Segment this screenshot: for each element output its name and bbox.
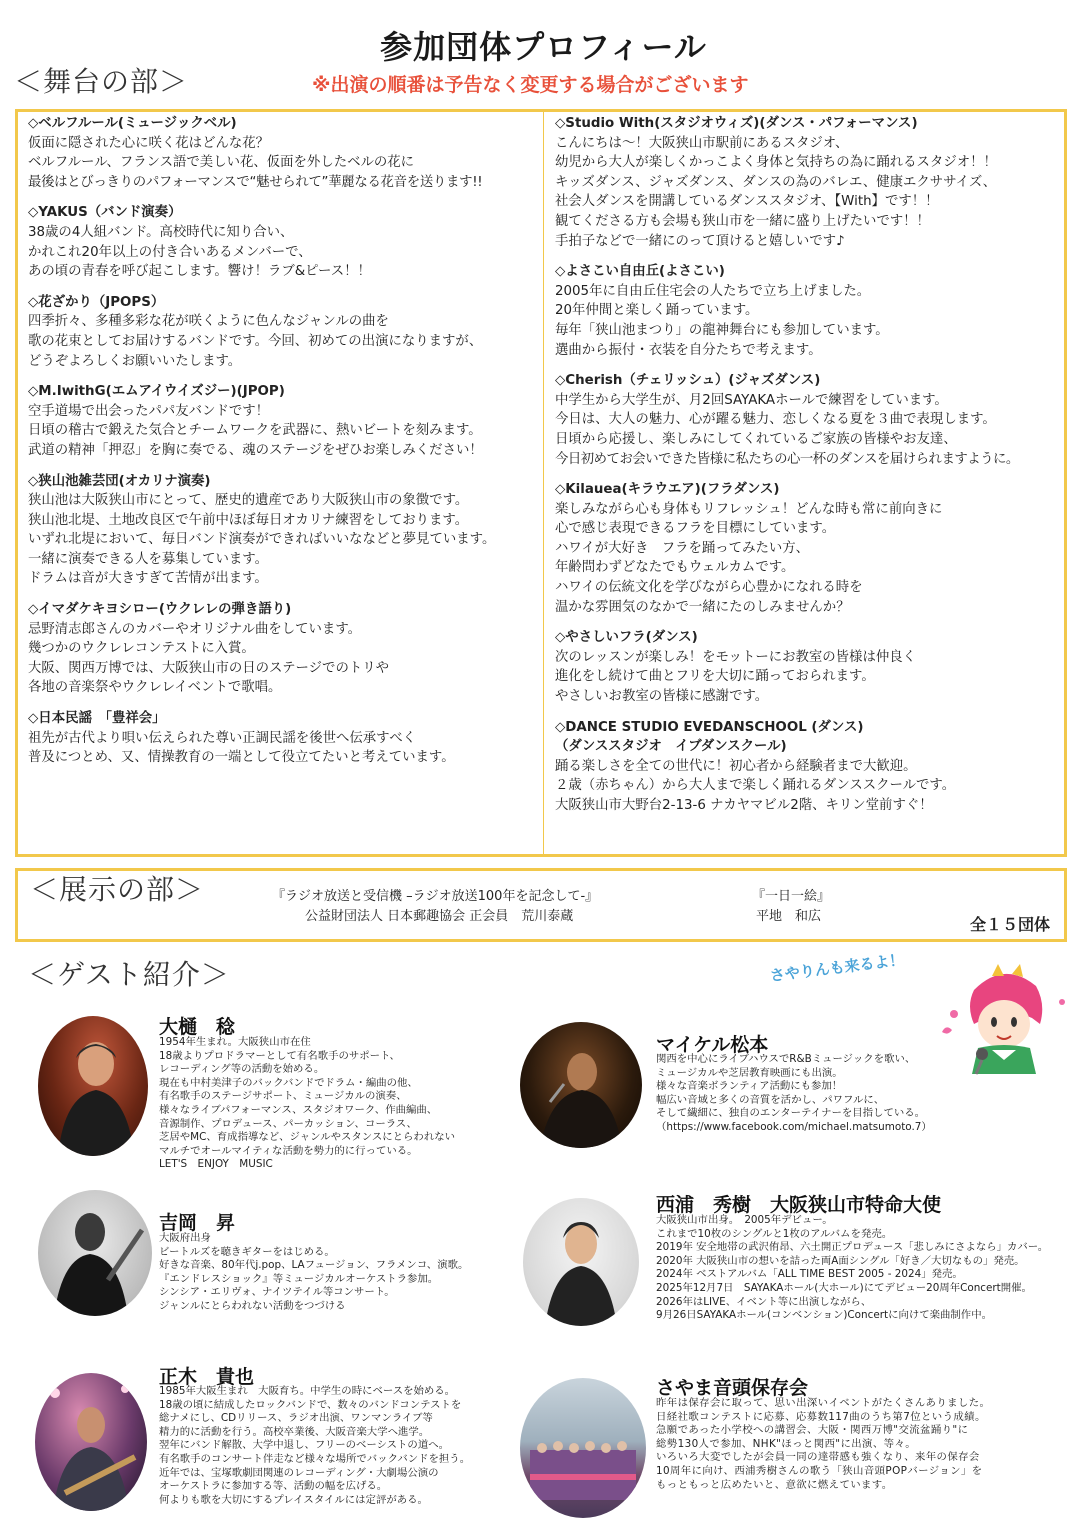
bio-line: ビートルズを聴きギターをはじめる。 (159, 1245, 335, 1258)
bio-line: 1954年生まれ。大阪狭山市在住 (159, 1036, 311, 1048)
group-title: ◇M.IwithG(エムアイウイズジー)(JPOP) (28, 384, 285, 400)
guest-photo-oohi (38, 1016, 148, 1156)
group-title: ◇YAKUS（バンド演奏） (28, 205, 182, 221)
group-line: 今日初めてお会いできた皆様に私たちの心一杯のダンスを届けられますように。 (555, 451, 1019, 467)
group-line: 大阪、関西万博では、大阪狭山市の日のステージでのトリや (28, 660, 390, 676)
group-line: 普及につとめ、又、情操教育の一端として役立てたいと考えています。 (28, 750, 455, 766)
bio-line: ミュージカルや芝居教育映画にも出演。 (656, 1066, 843, 1079)
person-silhouette-icon (523, 1198, 639, 1326)
bio-line: 芝居やMC、育成指導など、ジャンルやスタンスにとらわれない (159, 1131, 455, 1144)
guest-name: 西浦 秀樹 大阪狭山市特命大使 (656, 1194, 942, 1216)
group-line: 武道の精神「押忍」を胸に奏でる、魂のステージをぜひお楽しみください！ (28, 442, 483, 458)
group-miwithg (28, 382, 540, 460)
group-bellfleur (28, 114, 540, 192)
guest-name: 大樋 稔 (159, 1016, 236, 1038)
bio-line: 2019年 安全地帯の武沢侑昂、六土開正プロデュース「悲しみにさよなら」カバー。 (656, 1241, 1049, 1254)
stage-left-column (28, 114, 540, 779)
group-line: 進化をし続けて曲とフリを大切に踊っておられます。 (555, 669, 875, 685)
group-line: あの頃の青春を呼び起こします。響け！ラブ&ピース！！ (28, 264, 371, 280)
group-line: いずれ北堤において、毎日バンド演奏ができればいいななどと夢見ています。 (28, 532, 496, 548)
group-title: ◇ベルフルール(ミュージックベル) (28, 116, 237, 131)
guest-name: マイケル松本 (656, 1034, 769, 1056)
bio-line: 大阪狭山市出身。 2005年デビュー。 (656, 1214, 833, 1226)
bio-line: 日経社歌コンテストに応募、応募数117曲のうち第7位という成績。 (656, 1410, 986, 1423)
group-line: どうぞよろしくお願いいたします。 (28, 353, 242, 369)
stage-section-heading: ＜舞台の部＞ (14, 65, 189, 98)
guest-section-heading: ＜ゲスト紹介＞ (28, 958, 230, 991)
bio-line: レコーディング等の活動を始める。 (159, 1063, 325, 1076)
bio-line: 『エンドレスショック』等ミュージカルオーケストラ参加。 (159, 1272, 439, 1285)
group-line: 心で感じ表現できるフラを目標にしています。 (555, 521, 836, 537)
bio-line: 1985年大阪生まれ 大阪育ち。中学生の時にベースを始める。 (159, 1385, 456, 1397)
group-line: 次のレッスンが楽しみ！をモットーにお教室の皆様は仲良く (555, 649, 917, 665)
group-subtitle: （ダンススタジオ イブダンスクール) (555, 739, 787, 755)
group-line: かれこれ20年以上の付き合いあるメンバーで、 (28, 244, 312, 260)
group-line: 中学生から大学生が、月2回SAYAKAホールで練習をしています。 (555, 392, 948, 408)
singer-silhouette-icon (520, 1022, 642, 1148)
bio-line: 近年では、宝塚歌劇団関連のレコーディング・大劇場公演の (159, 1466, 439, 1479)
bio-line: もっともっと広めたいと、意欲に燃えています。 (656, 1478, 893, 1491)
person-silhouette-icon (38, 1016, 148, 1156)
group-line: 2005年に自由丘住宅会の人たちで立ち上げました。 (555, 283, 871, 299)
bio-line: 2025年12月7日 SAYAKAホール(大ホール)にてデビュー20周年Concert開催。 (656, 1281, 1032, 1294)
guitarist-silhouette-icon (38, 1190, 152, 1316)
group-line: 幼児から大人が楽しくかっこよく身体と気持ちの為に踊れるスタジオ！！ (555, 155, 997, 171)
group-line: ２歳（赤ちゃん）から大人まで楽しく踊れるダンススクールです。 (555, 778, 956, 794)
group-line: 毎年「狭山池まつり」の龍神舞台にも参加しています。 (555, 322, 889, 338)
bio-line: 総勢130人で参加、NHK"ほっと関西"に出演、等々。 (656, 1437, 917, 1450)
group-kilauea (555, 480, 1065, 617)
bio-line: 昨年は保存会に取って、思い出深いイベントがたくさんありました。 (656, 1397, 991, 1409)
order-change-notice: ※出演の順番は予告なく変更する場合がございます (312, 74, 749, 96)
guest-bio (656, 1214, 1048, 1323)
total-groups-count: 全１５団体 (970, 915, 1051, 934)
group-title: ◇日本民謡 「豊祥会」 (28, 711, 166, 727)
guest-bio (159, 1232, 468, 1314)
group-hanazakari (28, 293, 540, 371)
group-imadake-kiyoshiro (28, 600, 540, 698)
sayarin-mascot-icon (934, 962, 1074, 1080)
bio-line: 様々なライブパフォーマンス、スタジオワーク、作曲編曲、 (159, 1103, 438, 1116)
bio-line: 9月26日SAYAKAホール(コンベンション)Concertに向けて楽曲制作中。 (656, 1309, 992, 1322)
group-evedanschool (555, 718, 1065, 816)
group-yasashii-hula (555, 628, 1065, 706)
guest-bio (159, 1036, 455, 1172)
bio-line: 10周年に向け、西浦秀樹さんの歌う「狭山音頭POPバージョン」を (656, 1464, 983, 1477)
group-nihon-minyo-hoshokai (28, 709, 540, 768)
bio-line: 2024年 ベストアルバム「ALL TIME BEST 2005 - 2024」発売。 (656, 1268, 963, 1281)
group-yosakoi-jiyugaoka (555, 262, 1065, 360)
group-line: 20年仲間と楽しく踊っています。 (555, 303, 759, 319)
group-line: 幾つかのウクレレコンテストに入賞。 (28, 641, 255, 657)
exhibit-item-owner: 公益財団法人 日本郵趣協会 正会員 荒川泰蔵 (305, 909, 574, 924)
group-title: ◇Cherish（チェリッシュ）(ジャズダンス) (555, 373, 821, 389)
group-line: 大阪狭山市大野台2-13-6 ナカヤマビル2階、キリン堂前すぐ！ (555, 798, 933, 813)
group-line: 歌の花束としてお届けするバンドです。今回、初めての出演になりますが、 (28, 333, 483, 349)
group-line: 今日は、大人の魅力、心が躍る魅力、恋しくなる夏を３曲で表現します。 (555, 412, 996, 428)
group-line: 一緒に演奏できる人を募集しています。 (28, 551, 268, 567)
bio-line: 何よりも歌を大切にするプレイスタイルには定評がある。 (159, 1493, 428, 1506)
group-line: 観てくださる方も会場も狭山市を一緒に盛り上げたいです！！ (555, 213, 930, 229)
bio-line: 18歳よりプロドラマーとして有名歌手のサポート、 (159, 1049, 400, 1062)
exhibit-item-title: 『ラジオ放送と受信機 –ラジオ放送100年を記念して-』 (272, 889, 599, 904)
stage-right-column (555, 114, 1065, 827)
group-line: 最後はとびっきりのパフォーマンスで“魅せられて”華麗なる花音を送ります!! (28, 174, 483, 190)
group-line: やさしいお教室の皆様に感謝です。 (555, 689, 769, 705)
exhibit-section-heading: ＜展示の部＞ (30, 873, 205, 906)
bio-line: 幅広い音域と多くの音質を活かし、パワフルに、 (656, 1093, 885, 1106)
bio-line: 様々な音楽ボランティア活動にも参加！ (656, 1080, 843, 1093)
guest-photo-nishiura (523, 1198, 639, 1326)
group-title: ◇Kilauea(キラウエア)(フラダンス) (555, 482, 780, 498)
group-title: ◇DANCE STUDIO EVEDANSCHOOL (ダンス) (555, 719, 864, 735)
group-line: 選曲から振付・衣装を自分たちで考えます。 (555, 342, 822, 358)
group-line: 狭山池は大阪狭山市にとって、歴史的遺産であり大阪狭山市の象徴です。 (28, 493, 469, 509)
bio-line: シンシア・エリヴォ、ナイツテイル等コンサート。 (159, 1286, 395, 1299)
group-title: ◇イマダケキヨシロー(ウクレレの弾き語り) (28, 602, 292, 618)
bio-line: 総ナメにし、CDリリース、ラジオ出演、ワンマンライブ等 (159, 1412, 433, 1425)
exhibit-item-owner: 平地 和広 (756, 909, 822, 924)
guest-bio (159, 1385, 470, 1507)
group-cherish (555, 371, 1065, 469)
bio-line: 翌年にバンド解散、大学中退し、フリーのベーシストの道へ。 (159, 1439, 449, 1452)
group-line: ドラムは音が大きすぎて苦情が出ます。 (28, 571, 268, 587)
group-sayamaike-zatsugeidan (28, 472, 540, 590)
group-line: 四季折々、多種多彩な花が咲くように色んなジャンルの曲を (28, 314, 389, 330)
bassist-silhouette-icon (35, 1373, 147, 1511)
stage-column-divider (543, 112, 544, 854)
page-title: 参加団体プロフィール (380, 28, 707, 66)
bio-line: オーケストラに参加する等、活動の幅を広げる。 (159, 1480, 388, 1493)
guest-name: 吉岡 昇 (159, 1212, 236, 1234)
bio-line: 現在も中村美津子のバックバンドでドラム・編曲の他、 (159, 1076, 418, 1089)
bio-line: 急願であった小学校への講習会、大阪・関西万博"交流盆踊り"に (656, 1424, 969, 1437)
group-line: 楽しみながら心も身体もリフレッシュ！どんな時も常に前向きに (555, 501, 943, 517)
group-line: ハワイの伝統文化を学びながら心豊かになれる時を (555, 580, 863, 596)
group-line: ハワイが大好き フラを踊ってみたい方、 (555, 540, 810, 556)
bio-line: いろいろ大変でしたが会員一同の達帯感も強くなり、来年の保存会 (656, 1451, 980, 1464)
group-line: 狭山池北堤、土地改良区で午前中ほぼ毎日オカリナ練習をしております。 (28, 512, 469, 528)
bio-line: マルチでオールマイティな活動を勢力的に行っている。 (159, 1144, 418, 1157)
group-line: 踊る楽しさを全ての世代に！初心者から経験者まで大歓迎。 (555, 758, 917, 774)
group-line: 祖先が古代より唄い伝えられた尊い正調民謡を後世へ伝承すべく (28, 730, 417, 746)
group-line: 日頃の稽古で鍛えた気合とチームワークを武器に、熱いビートを刻みます。 (28, 423, 482, 439)
group-line: 空手道場で出会ったパパ友バンドです！ (28, 403, 270, 419)
sayarin-callout: さやりんも来るよ！ (768, 950, 906, 985)
group-yakus (28, 203, 540, 281)
group-line: 38歳の4人組バンド。高校時代に知り合い、 (28, 224, 294, 240)
group-line: 温かな雰囲気のなかで一緒にたのしみませんか？ (555, 599, 850, 615)
group-line: ベルフルール、フランス語で美しい花、仮面を外したベルの花に (28, 155, 415, 171)
guest-bio (656, 1397, 990, 1492)
bio-line: 2020年 大阪狭山市の想いを詰った両A面シングル「好き／大切なもの」発売。 (656, 1254, 1025, 1267)
guest-photo-sayama-ondo (520, 1378, 646, 1518)
group-line: 社会人ダンスを開講しているダンススタジオ、【With】です！！ (555, 194, 939, 210)
bio-line: 大阪府出身 (159, 1232, 211, 1244)
group-line: 忌野清志郎さんのカバーやオリジナル曲をしています。 (28, 621, 362, 637)
group-photo-icon (520, 1378, 646, 1518)
exhibit-item-title: 『一日一絵』 (752, 889, 831, 904)
group-line: 日頃から応援し、楽しみにしてくれているご家族の皆様やお友達、 (555, 431, 957, 447)
group-line: 各地の音楽祭やウクレレイベントで歌唱。 (28, 680, 282, 696)
guest-bio (656, 1053, 932, 1135)
bio-line: 18歳の頃に結成したロックバンドで、数々のバンドコンテストを (159, 1398, 462, 1411)
group-line: キッズダンス、ジャズダンス、ダンスの為のバレエ、健康エクササイズ、 (555, 174, 997, 190)
bio-line: 関西を中心にライブハウスでR&Bミュージックを歌い、 (656, 1053, 916, 1065)
group-line: 仮面に隠された心に咲く花はどんな花？ (28, 135, 270, 151)
group-title: ◇Studio With(スタジオウィズ)(ダンス・パフォーマンス) (555, 116, 918, 131)
bio-line: これまで10枚のシングルと1枚のアルバムを発売。 (656, 1227, 893, 1240)
group-line: 手拍子などで一緒にのって頂けると嬉しいです♪ (555, 233, 845, 249)
group-title: ◇花ざかり（JPOPS） (28, 294, 165, 310)
bio-line: 有名歌手のステージサポート、ミュージカルの演奏、 (159, 1090, 407, 1103)
bio-line: ジャンルにとらわれない活動をつづける (159, 1299, 346, 1312)
group-line: こんにちは～！大阪狭山市駅前にあるスタジオ、 (555, 135, 849, 151)
group-title: ◇狭山池雑芸団(オカリナ演奏) (28, 473, 211, 489)
bio-line: （https://www.facebook.com/michael.matsumoto.7） (656, 1120, 932, 1133)
bio-line: 2026年はLIVE、イベント等に出演しながら、 (656, 1295, 872, 1308)
bio-line: 好きな音楽、80年代j.pop、LAフュージョン、フラメンコ、演歌。 (159, 1259, 469, 1272)
group-title: ◇やさしいフラ(ダンス) (555, 630, 698, 646)
group-studio-with (555, 114, 1065, 251)
guest-photo-masaki (35, 1373, 147, 1511)
guest-name: 正木 貴也 (159, 1366, 255, 1388)
bio-line: 有名歌手のコンサート伴走など様々な場所でバックバンドを担う。 (159, 1452, 471, 1465)
bio-line: そして繊細に、独自のエンターテイナーを目指している。 (656, 1107, 926, 1120)
group-title: ◇よさこい自由丘(よさこい) (555, 264, 725, 280)
bio-line: 音源制作、プロデュース、パーカッション、コーラス、 (159, 1117, 417, 1130)
bio-line: 精力的に活動を行う。高校卒業後、大阪音楽大学へ進学。 (159, 1425, 430, 1438)
guest-name: さやま音頭保存会 (656, 1377, 809, 1399)
group-line: 年齢問わずどなたでもウェルカムです。 (555, 560, 795, 576)
guest-photo-yoshioka (38, 1190, 152, 1316)
bio-line: LET'S ENJOY MUSIC (159, 1158, 273, 1171)
guest-photo-michael (520, 1022, 642, 1148)
